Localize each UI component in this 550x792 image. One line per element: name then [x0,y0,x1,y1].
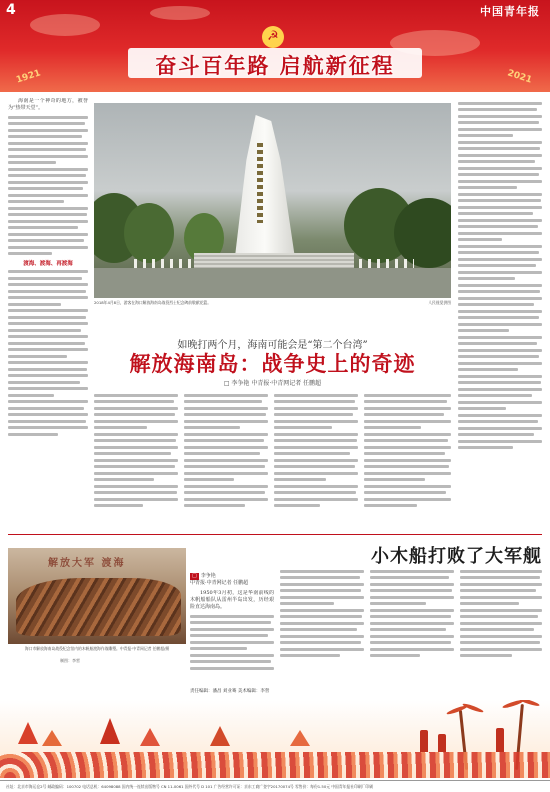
text-line [184,452,260,455]
article1-kicker: 如晚打两个月，海南可能会是“第二个台湾” [177,340,368,351]
text-line [274,459,358,462]
text-line [280,635,364,638]
text-line [94,400,174,403]
text-line [8,161,56,164]
article1-lead: 海南是一个神奇的地方，被誉为“热带天堂”。 [8,98,88,111]
text-line [94,465,175,468]
text-line [8,400,88,403]
text-line [458,388,542,391]
year-end: 2021 [506,68,533,86]
text-line [280,602,334,605]
text-line [8,381,80,384]
text-line [8,174,86,177]
photo-wall-text: 解放大军 渡海 [48,558,126,569]
text-line [94,407,178,410]
text-line [274,446,358,449]
text-line [8,322,88,325]
text-line [460,596,542,599]
text-line [370,609,454,612]
cloud-decoration [150,6,210,20]
text-line [8,187,83,190]
text-line [8,283,88,286]
text-line [8,426,88,429]
party-emblem-icon: ☭ [262,26,284,48]
text-line [8,433,58,436]
text-line [364,478,425,481]
text-line [458,128,542,131]
text-line [458,310,542,313]
text-line [460,654,512,657]
text-line [274,465,355,468]
text-line [8,296,88,299]
text-line [364,465,449,468]
text-line [460,602,519,605]
text-line [370,602,426,605]
article2-column-1 [190,590,274,682]
text-line [458,160,535,163]
text-line [8,348,88,351]
article1-byline: □ 李争艳 中青报·中青网记者 任鹏超 [223,380,322,387]
text-line [184,413,266,416]
text-line [274,413,353,416]
text-line [274,472,358,475]
text-line [274,439,357,442]
text-line [274,426,332,429]
byline-name: 李争艳 [200,573,216,579]
text-line [458,245,542,248]
text-line [370,628,446,631]
text-line [190,647,247,650]
text-line [8,116,88,119]
boat-photo-caption: 海口市解放海南岛战役纪念馆内的木帆船渡海作战雕塑。中青报·中青网记者 任鹏超/摄 [24,646,170,651]
article2-column-2 [280,566,364,682]
text-line [94,498,178,501]
byline-marker: □ [192,573,197,579]
text-line [460,583,542,586]
text-line [458,329,509,332]
text-line [460,635,542,638]
text-line [460,641,540,644]
text-line [370,570,454,573]
photo-caption [94,300,451,305]
text-line [458,180,542,183]
page-number: 4 [6,2,16,18]
monument-photo [94,103,451,298]
text-line [370,622,454,625]
text-line [458,154,542,157]
text-line [364,472,451,475]
byline-org: 中青报·中青网记者 任鹏超 [190,580,249,586]
text-line [184,446,268,449]
text-line [458,303,534,306]
cloud-decoration [30,14,100,36]
steps [194,253,354,269]
sail-icon [140,728,160,746]
text-line [190,654,274,657]
text-line [458,290,540,293]
wave-decoration [0,752,550,778]
text-line [458,186,517,189]
text-line [458,193,542,196]
text-line [94,459,178,462]
text-line [274,498,358,501]
text-line [364,439,448,442]
text-line [94,452,171,455]
text-line [364,433,451,436]
soldier-silhouette [438,734,446,752]
text-line [190,641,274,644]
text-line [190,615,274,618]
boat-relief-sculpture [16,578,181,636]
text-line [94,433,178,436]
text-line [458,173,539,176]
article1-column-right [458,98,542,528]
article2-lead: 1950年3月初，这是华南前线的木帆船船队从雷州半岛出发，历经艰险直达海南岛。 [190,590,274,610]
text-line [280,589,361,592]
year-start: 1921 [15,68,42,86]
photo-credit: 人民视觉供图 [428,300,451,305]
text-line [458,297,542,300]
boat-sculpture-photo [8,548,186,644]
text-line [94,504,143,507]
text-line [458,232,542,235]
text-line [8,181,88,184]
soldier-silhouette [420,730,428,752]
text-line [8,207,88,210]
text-line [458,446,513,449]
article2-column-4 [460,566,542,682]
text-line [460,589,536,592]
soldier-silhouette [496,728,504,752]
text-line [280,622,364,625]
text-line [274,452,350,455]
text-line [94,478,154,481]
sail-icon [210,726,230,746]
plaza [94,268,451,298]
text-line [274,407,358,410]
text-line [8,155,88,158]
text-line [94,426,147,429]
text-line [8,407,84,410]
text-line [8,194,88,197]
text-line [94,439,176,442]
text-line [458,407,506,410]
masthead-banner [0,0,550,92]
text-line [184,465,265,468]
text-line [460,570,542,573]
bottom-illustration [0,700,550,778]
text-line [8,135,82,138]
text-line [274,400,355,403]
text-line [184,498,268,501]
text-line [280,641,361,644]
text-line [94,420,178,423]
text-line [458,258,542,261]
text-line [458,147,540,150]
text-line [280,628,357,631]
text-line [458,394,532,397]
text-line [184,504,245,507]
text-line [280,583,364,586]
text-line [8,394,54,397]
text-line [184,407,268,410]
text-line [190,667,274,670]
text-line [364,426,421,429]
text-line [458,108,537,111]
text-line [8,368,87,371]
sail-icon [42,730,62,746]
text-line [8,420,86,423]
article2-column-3 [370,566,454,682]
text-line [364,420,451,423]
text-line [460,576,540,579]
text-line [8,342,85,345]
text-line [184,491,265,494]
text-line [280,596,364,599]
text-line [274,491,356,494]
text-line [458,381,541,384]
text-line [458,264,536,267]
text-line [184,439,264,442]
text-line [190,634,268,637]
text-line [8,226,78,229]
article1-column-1 [8,98,88,528]
text-line [364,446,451,449]
text-line [364,504,417,507]
text-line [8,220,88,223]
artist-label: 制图：李皙 [60,658,80,663]
text-line [458,199,541,202]
text-line [94,394,178,397]
text-line [280,615,362,618]
text-line [460,615,538,618]
text-line [458,342,537,345]
text-line [280,654,340,657]
editors-line: 责任编辑：潘昌 刘业骞 美术编辑：李皙 [190,689,270,694]
text-line [458,440,542,443]
tree [394,198,451,268]
text-line [184,420,268,423]
text-line [8,213,87,216]
text-line [184,472,268,475]
sail-icon [18,722,38,744]
article1-column-3 [184,390,268,528]
text-line [370,583,454,586]
text-line [8,129,88,132]
monument-inscription [257,143,263,223]
text-line [458,362,542,365]
text-line [280,570,364,573]
photo-caption-text: 2018年4月8日，游客在海口解放海南岛战役烈士纪念碑前敬献花篮。 [94,300,212,305]
text-line [8,316,86,319]
text-line [364,485,451,488]
text-line [184,485,268,488]
text-line [8,335,88,338]
text-line [460,609,542,612]
banner-slogan: 奋斗百年路 启航新征程 [155,53,395,78]
text-line [8,168,88,171]
text-line [458,316,539,319]
article1-column-2 [94,390,178,528]
text-line [8,122,85,125]
text-line [8,270,88,273]
text-line [184,400,262,403]
text-line [458,277,515,280]
text-line [8,329,81,332]
text-line [274,504,320,507]
text-line [458,284,542,287]
article1-subhead: 渡海、渡海、再渡海 [23,260,73,267]
text-line [94,485,178,488]
text-line [370,615,451,618]
text-line [184,459,268,462]
text-line [8,309,88,312]
text-line [370,596,454,599]
text-line [458,420,538,423]
text-line [458,355,539,358]
text-line [184,433,268,436]
text-line [458,219,542,222]
text-line [8,142,88,145]
text-line [460,628,534,631]
text-line [364,498,451,501]
text-line [458,121,539,124]
text-line [274,478,326,481]
text-line [458,102,542,105]
text-line [364,407,451,410]
text-line [184,426,240,429]
text-line [364,413,444,416]
text-line [460,648,542,651]
text-line [364,452,445,455]
text-line [458,206,542,209]
sail-icon [290,730,310,746]
text-line [364,394,451,397]
text-line [460,622,542,625]
text-line [190,628,274,631]
text-line [458,336,542,339]
text-line [458,375,542,378]
text-line [190,660,271,663]
text-line [8,361,88,364]
text-line [458,115,542,118]
text-line [458,212,533,215]
page-footer: 社址：北京市海运仓2号 邮政编码：100702 电话总机：64098088 国内统一连续出版物号 CN 11-0061 国外代号 D 101 广告经营许可证：京东工商广登字20170074号 零售价：每份1.50元 中国青年报社印刷厂印刷 [0,780,550,792]
text-line [8,252,52,255]
section-divider [8,534,542,535]
text-line [458,427,542,430]
text-line [458,323,542,326]
text-line [94,413,175,416]
text-line [364,491,446,494]
text-line [370,576,449,579]
text-line [458,414,542,417]
text-line [458,251,539,254]
monument [234,115,296,265]
text-line [8,355,67,358]
text-line [280,648,364,651]
text-line [458,141,542,144]
text-line [274,433,358,436]
text-line [458,134,513,137]
text-line [8,277,82,280]
text-line [458,433,534,436]
text-line [370,641,451,644]
text-line [94,446,178,449]
text-line [8,233,88,236]
article2-headline: 小木船打败了大军舰 [371,546,542,567]
text-line [8,303,61,306]
text-line [8,239,84,242]
text-line [280,576,360,579]
text-line [8,200,64,203]
text-line [8,387,88,390]
text-line [458,271,542,274]
text-line [458,401,542,404]
text-line [458,368,518,371]
text-line [370,648,454,651]
text-line [370,635,454,638]
text-line [94,472,178,475]
sail-icon [100,718,120,744]
article1-column-4 [274,390,358,528]
text-line [190,621,271,624]
text-line [280,609,364,612]
text-line [370,654,420,657]
publication-name: 中国青年报 [480,5,540,18]
text-line [8,290,86,293]
text-line [274,394,358,397]
text-line [184,394,268,397]
text-line [8,148,86,151]
text-line [458,238,502,241]
article1-column-5 [364,390,451,528]
text-line [364,459,451,462]
tree [124,203,174,263]
text-line [458,167,542,170]
text-line [184,478,234,481]
text-line [370,589,452,592]
text-line [274,485,358,488]
text-line [364,400,447,403]
text-line [8,374,88,377]
text-line [458,225,538,228]
text-line [94,491,177,494]
text-line [8,413,88,416]
text-line [458,349,542,352]
article1-headline: 解放海南岛：战争史上的奇迹 [129,351,416,376]
text-line [8,246,88,249]
text-line [274,420,358,423]
